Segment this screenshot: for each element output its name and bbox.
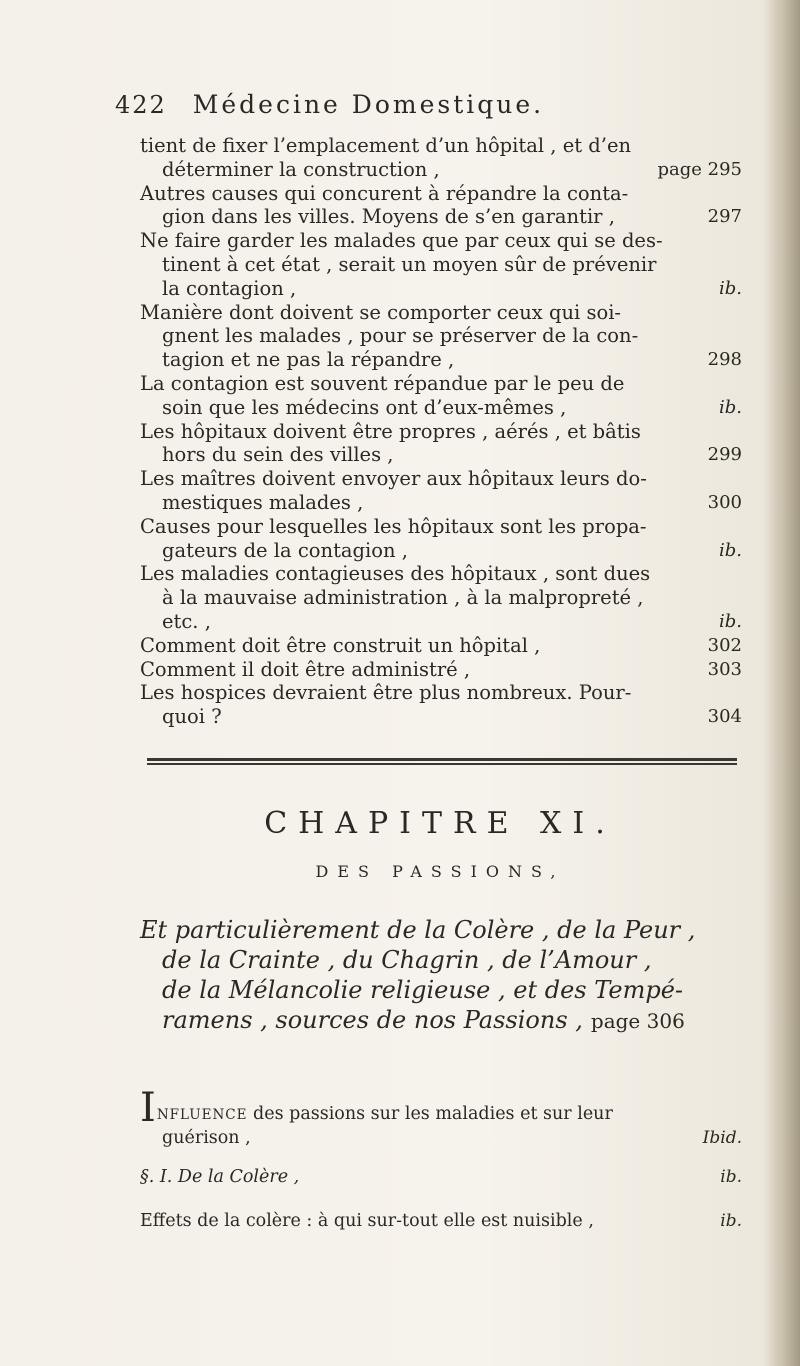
toc-entry xyxy=(140,372,742,420)
toc-entry-text-cont: la contagion , xyxy=(162,276,297,300)
section-heading xyxy=(140,1166,742,1189)
toc-page-ref: 303 xyxy=(707,658,742,680)
section-text: Effets de la colère : à qui sur-tout elle est nuisible , xyxy=(140,1211,594,1231)
toc-entry xyxy=(140,562,742,633)
intro-line xyxy=(140,945,742,975)
toc-entry-text: Les hospices devraient être plus nombreux. Pour- xyxy=(140,681,632,705)
toc-entry xyxy=(140,515,742,563)
intro-line xyxy=(140,1005,742,1036)
toc-entry-text: Les hôpitaux doivent être propres , aérés , et bâtis xyxy=(140,419,641,443)
intro-text: ramens , sources de nos Passions , xyxy=(162,1006,583,1034)
section-line-cont: guérison , xyxy=(162,1128,251,1148)
toc-entry xyxy=(140,467,742,515)
toc-entry-text-cont: etc. , xyxy=(162,609,211,633)
toc-page-ref: 304 xyxy=(707,706,742,728)
toc-entry xyxy=(140,182,742,230)
toc-entry xyxy=(140,420,742,468)
toc-entry-text-cont: quoi ? xyxy=(162,705,222,729)
section-text: des passions sur les maladies et sur leur xyxy=(247,1104,613,1124)
toc-entry xyxy=(140,634,742,658)
toc-page-ref: 300 xyxy=(707,491,742,513)
toc-page-ref: ib. xyxy=(718,396,742,418)
chapter-intro xyxy=(140,915,742,1036)
toc-entry-text-cont: à la mauvaise administration , à la malpropreté , xyxy=(162,586,644,610)
intro-line xyxy=(140,975,742,1005)
toc-entry xyxy=(140,134,742,182)
section-page-ref: ib. xyxy=(720,1211,742,1231)
section-page-ref: ib. xyxy=(720,1167,742,1187)
chapter-title: CHAPITRE XI. xyxy=(264,806,616,841)
toc-entry-text-cont: gateurs de la contagion , xyxy=(162,538,408,562)
section-line xyxy=(140,1085,742,1131)
toc-entry-text: tient de fixer l’emplacement d’un hôpital , et d’en xyxy=(140,134,632,157)
toc-page-ref: 297 xyxy=(707,206,742,228)
section-entry xyxy=(140,1085,742,1150)
toc-page-ref: ib. xyxy=(718,610,742,632)
toc-entry-text-cont: gnent les malades , pour se préserver de la con- xyxy=(162,324,639,348)
running-title: Médecine Domestique. xyxy=(192,90,545,119)
toc-entry-text-cont: tinent à cet état , serait un moyen sûr de prévenir xyxy=(162,252,657,276)
intro-text: de la Crainte , du Chagrin , de l’Amour , xyxy=(162,946,652,974)
toc-page-ref: 299 xyxy=(707,444,742,466)
table-of-contents xyxy=(140,134,742,729)
toc-entry-text-cont: hors du sein des villes , xyxy=(162,443,394,467)
small-caps-word: NFLUENCE xyxy=(156,1107,248,1123)
toc-entry-text-cont: déterminer la construction , xyxy=(162,157,440,181)
intro-text: Et particulièrement de la Colère , de la Peur , xyxy=(140,916,696,944)
page-edge-shadow xyxy=(762,0,800,1366)
toc-page-ref: ib. xyxy=(718,277,742,299)
toc-entry-text: Autres causes qui concurent à répandre la conta- xyxy=(140,181,629,205)
toc-entry-text: Les maîtres doivent envoyer aux hôpitaux leurs do- xyxy=(140,467,647,491)
toc-page-ref: ib. xyxy=(718,539,742,561)
toc-entry xyxy=(140,658,742,682)
toc-entry-text-cont: gion dans les villes. Moyens de s’en garantir , xyxy=(162,205,615,229)
section-page-ref: Ibid. xyxy=(702,1128,742,1148)
toc-entry-text: Ne faire garder les malades que par ceux qui se des- xyxy=(140,229,663,253)
toc-entry-text-cont: mestiques malades , xyxy=(162,490,364,514)
chapter-subtitle: DES PASSIONS, xyxy=(315,862,565,881)
toc-entry-text: La contagion est souvent répandue par le peu de xyxy=(140,371,625,395)
section-heading-text: §. I. De la Colère , xyxy=(140,1167,300,1187)
toc-entry xyxy=(140,301,742,372)
toc-page-ref: 302 xyxy=(707,634,742,656)
intro-text: de la Mélancolie religieuse , et des Tempé- xyxy=(162,976,684,1004)
toc-entry xyxy=(140,681,742,729)
page-number: 422 xyxy=(115,91,167,119)
toc-page-ref: 298 xyxy=(707,349,742,371)
toc-entry-text: Les maladies contagieuses des hôpitaux , sont dues xyxy=(140,562,651,586)
toc-entry-text: Comment il doit être administré , xyxy=(140,657,471,681)
toc-entry-text-cont: soin que les médecins ont d’eux-mêmes , xyxy=(162,395,567,419)
drop-cap: I xyxy=(140,1085,156,1131)
toc-entry xyxy=(140,229,742,300)
intro-line xyxy=(140,915,742,945)
toc-entry-text: Manière dont doivent se comporter ceux qui soi- xyxy=(140,300,622,324)
intro-page-ref: page 306 xyxy=(590,1009,685,1033)
toc-entry-text: Comment doit être construit un hôpital , xyxy=(140,633,541,657)
toc-entry-text: Causes pour lesquelles les hôpitaux sont les propa- xyxy=(140,514,647,538)
running-header xyxy=(115,90,715,119)
section-divider-rule xyxy=(147,758,737,765)
toc-entry-text-cont: tagion et ne pas la répandre , xyxy=(162,348,455,372)
section-entry xyxy=(140,1210,742,1233)
toc-page-ref: page 295 xyxy=(657,158,742,180)
